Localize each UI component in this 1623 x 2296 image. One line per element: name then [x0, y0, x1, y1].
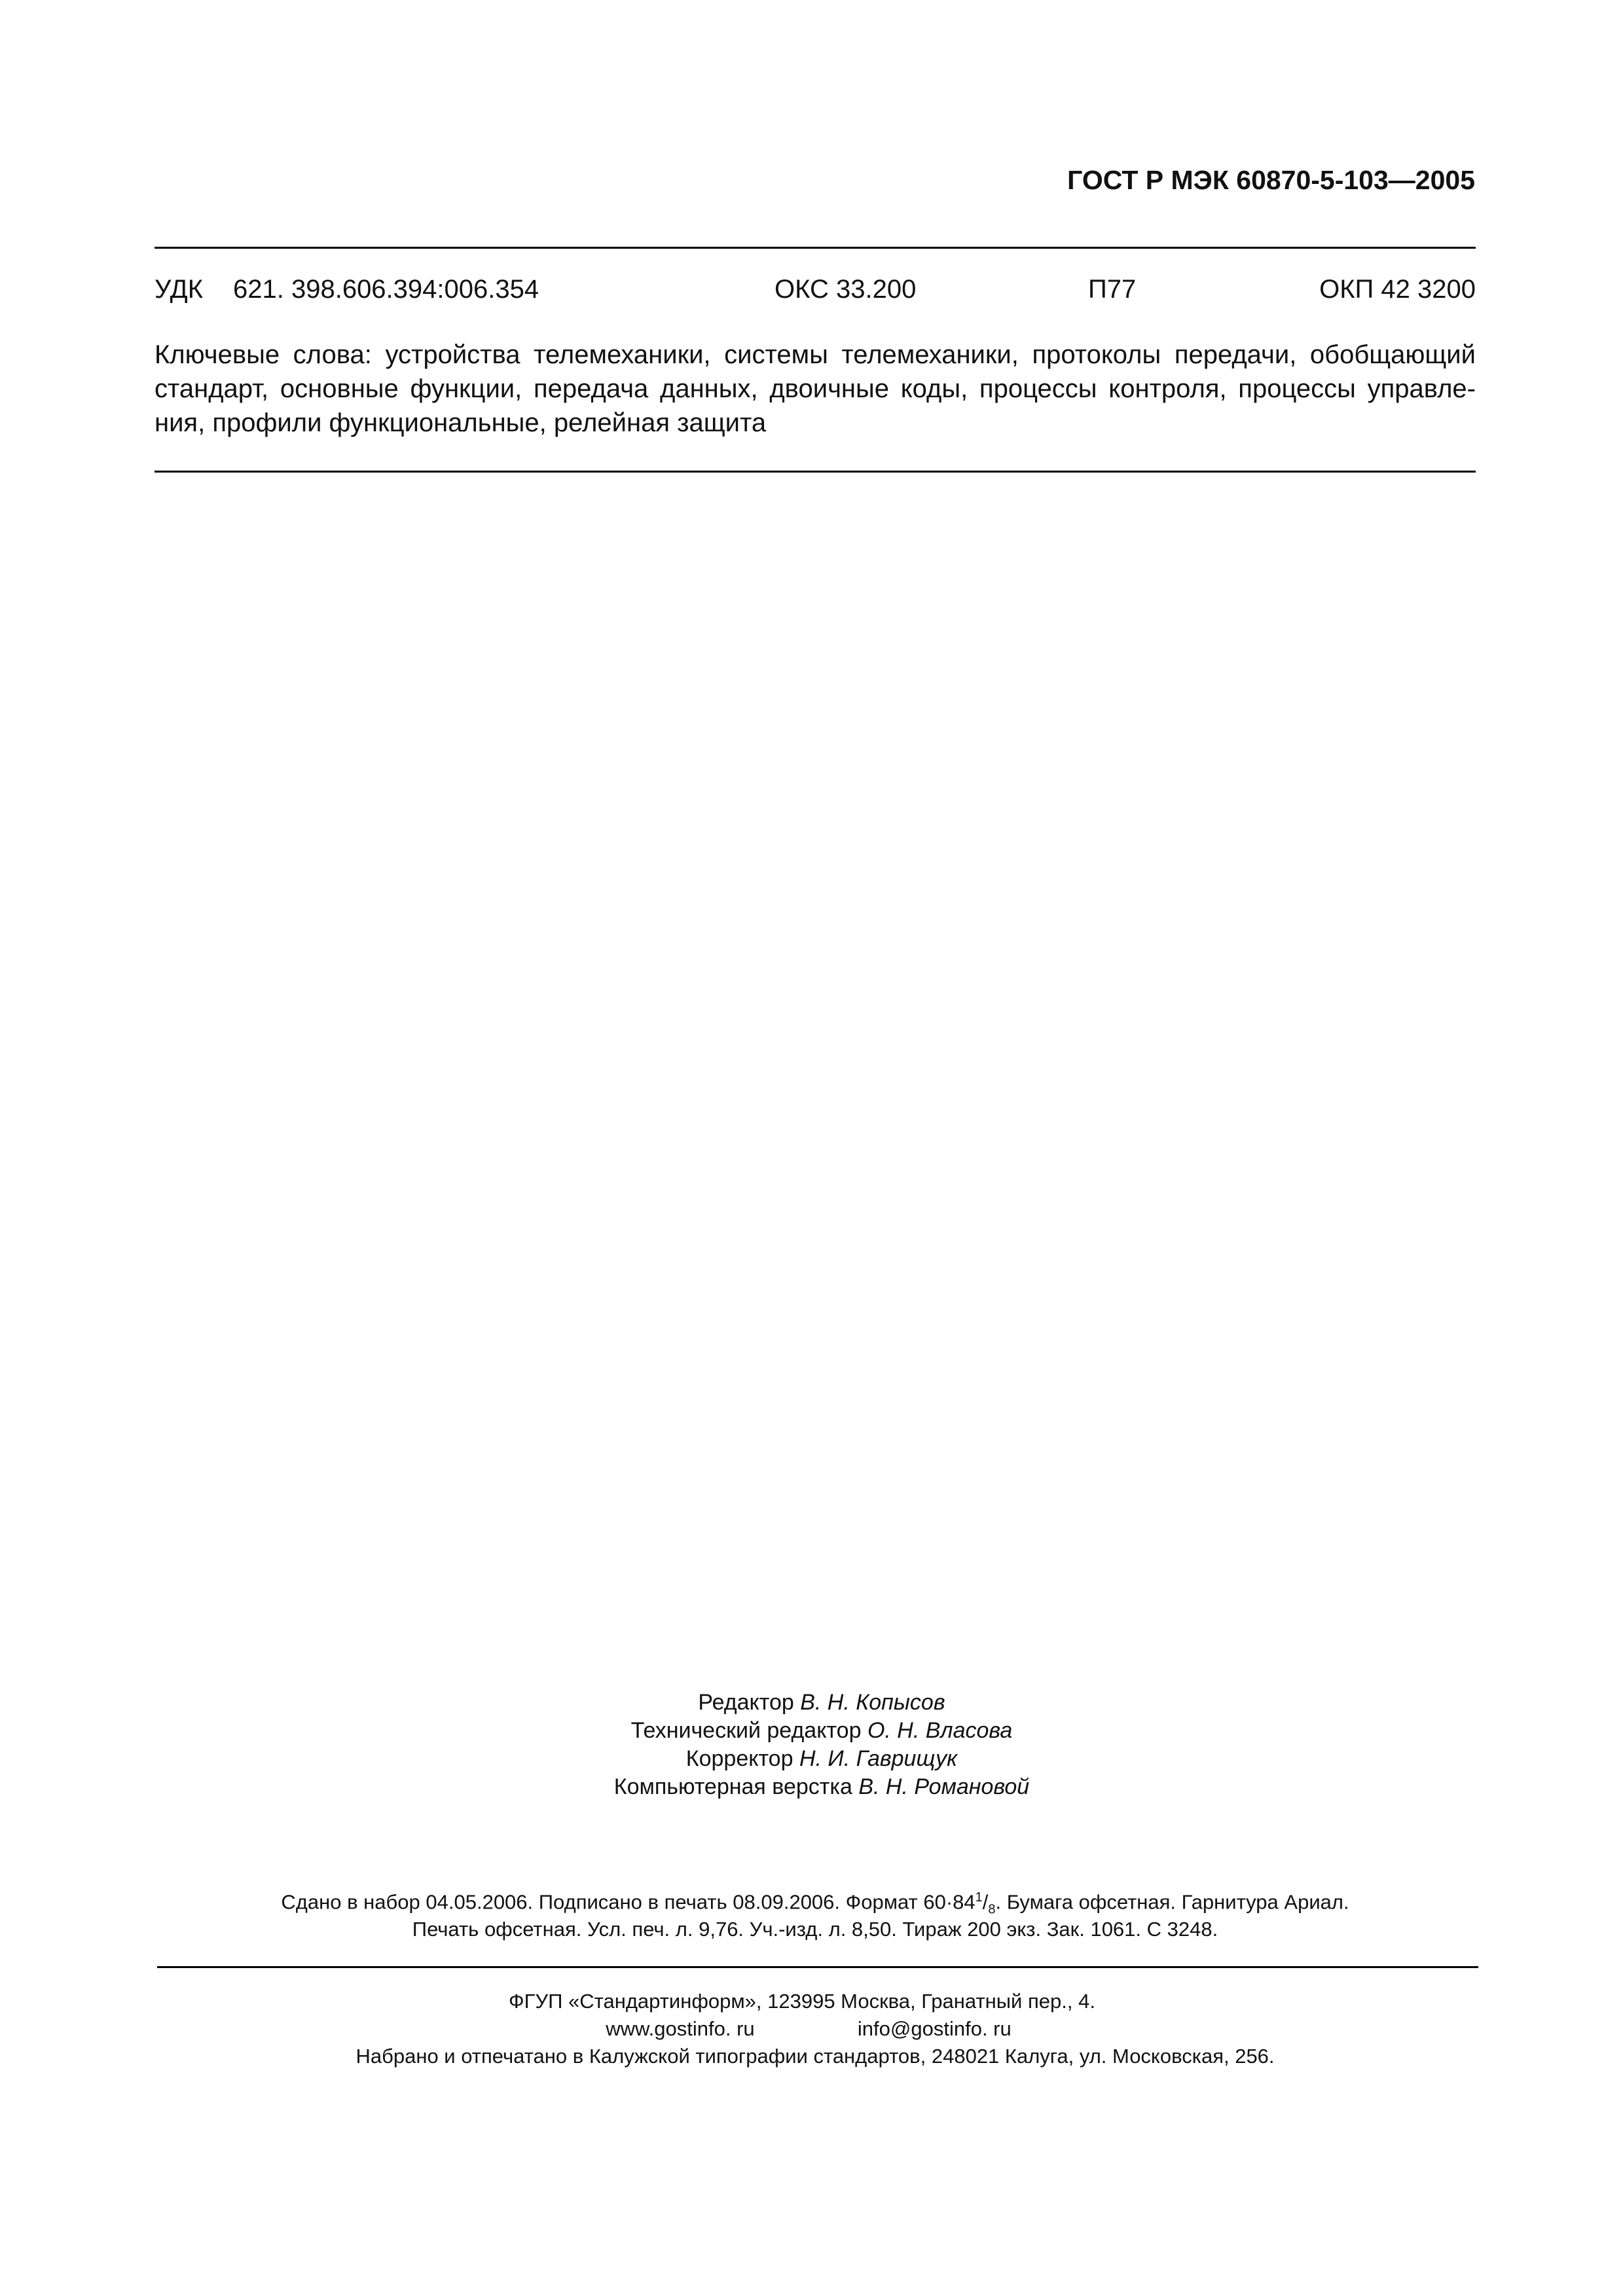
udk-label: УДК: [155, 275, 204, 304]
credit-editor: [0, 1690, 1623, 1715]
keywords-line: Ключевые слова: устройства телемеханики, системы телемеханики, протоколы передачи, обобщающий: [155, 340, 1476, 369]
keywords-line: стандарт, основные функции, передача данных, двоичные коды, процессы контроля, процессы управле-: [155, 374, 1476, 403]
print-info-line: Сдано в набор 04.05.2006. Подписано в печать 08.09.2006. Формат $60\cdot 84^1/_8$. Бумага офсетная. Гарнитура Ариал.: [281, 1890, 1349, 1917]
credit-layout: [0, 1774, 1623, 1800]
keywords-line: ния, профили функциональные, релейная защита: [155, 408, 767, 437]
printing-house: Набрано и отпечатано в Калужской типографии стандартов, 248021 Калуга, ул. Московская, 256.: [356, 2045, 1275, 2068]
document-code: ГОСТ Р МЭК 60870-5-103—2005: [1067, 165, 1475, 195]
credit-name: В. Н. Копысов: [800, 1690, 945, 1715]
publisher-website: www.gostinfo. ru: [606, 2017, 755, 2040]
keywords-rule: [155, 471, 1476, 473]
credit-name: Н. И. Гаврищук: [799, 1746, 958, 1771]
credit-corrector: [0, 1746, 1623, 1772]
credit-label: Корректор: [685, 1746, 793, 1771]
okp-code: ОКП 42 3200: [1319, 275, 1476, 304]
group-code: П77: [1088, 275, 1137, 304]
print-info-line: Печать офсетная. Усл. печ. л. 9,76. Уч.-изд. л. 8,50. Тираж 200 экз. Зак. 1061. С 3248.: [412, 1918, 1218, 1941]
imprint-rule: [157, 1966, 1478, 1968]
format-fraction-numerator: 1: [975, 1890, 983, 1905]
oks-code: ОКС 33.200: [775, 275, 917, 304]
credit-label: Технический редактор: [630, 1718, 862, 1743]
udk-value: 621. 398.606.394:006.354: [233, 275, 539, 304]
credit-name: О. Н. Власова: [867, 1718, 1013, 1743]
credit-name: В. Н. Романовой: [858, 1774, 1030, 1799]
credit-label: Компьютерная верстка: [613, 1774, 852, 1799]
publisher-address: ФГУП «Стандартинформ», 123995 Москва, Гранатный пер., 4.: [509, 1990, 1095, 2013]
credit-label: Редактор: [698, 1690, 794, 1715]
publisher-email: info@gostinfo. ru: [857, 2017, 1012, 2040]
credit-tech-editor: [0, 1718, 1623, 1744]
format-fraction-denominator: 8: [988, 1902, 996, 1917]
top-rule: [155, 247, 1476, 249]
publisher-contacts: [0, 2017, 1623, 2041]
